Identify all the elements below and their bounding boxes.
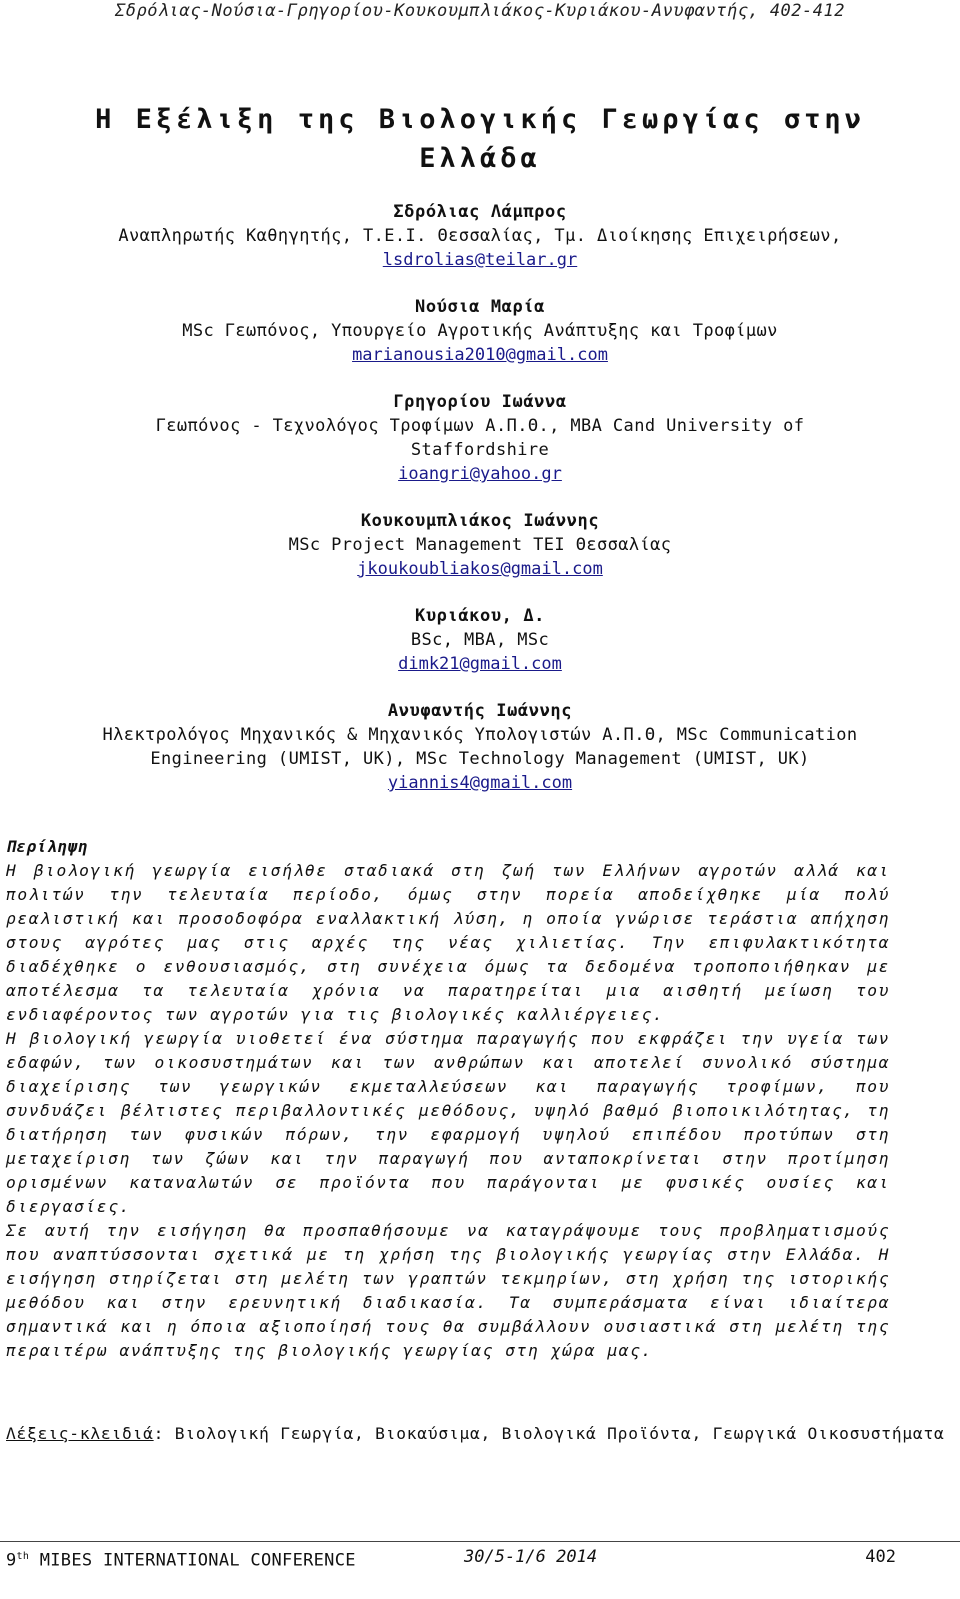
footer-divider	[0, 1541, 960, 1542]
keywords-label: Λέξεις-κλειδιά	[6, 1424, 154, 1443]
author-name: Κουκουμπλιάκος Ιωάννης	[360, 511, 600, 531]
abstract-paragraph: Η βιολογική γεωργία υιοθετεί ένα σύστημα παραγωγής που εκφράζει την υγεία των εδαφών, των οικοσυστημάτων και των ανθρώπων και αποτελεί συνολικό σύστημα διαχείρισης των γεωργικών εκμεταλλεύσεων και παραγωγής τροφίμων, που συνδυάζει βέλτιστες περιβαλλοντικές μεθόδους, υψηλό βαθμό βιοποικιλότητας, τη διατήρηση των φυσικών πόρων, την εφαρμογή υψηλού επιπέδου προτύπων στη μεταχείριση των ζώων και την παραγωγή που ανταποκρίνεται στην προτίμηση ορισμένων καταναλωτών σε προϊόντα που παράγονται με φυσικές ουσίες και διεργασίες.	[6, 1029, 890, 1216]
author-email-link[interactable]: ioangri@yahoo.gr	[398, 464, 562, 484]
author-name: Ανυφαντής Ιωάννης	[387, 701, 573, 721]
author-block	[20, 390, 940, 486]
abstract-section	[6, 835, 890, 1363]
author-email-link[interactable]: dimk21@gmail.com	[398, 654, 562, 674]
footer-conference-number: 9	[6, 1550, 17, 1571]
footer-conference-ordinal: th	[16, 1551, 30, 1562]
author-affiliation: MSc Γεωπόνος, Υπουργείο Αγροτικής Ανάπτυξης και Τροφίμων	[182, 321, 778, 341]
author-name: Νούσια Μαρία	[414, 297, 546, 317]
author-affiliation: Ηλεκτρολόγος Μηχανικός & Μηχανικός Υπολογιστών Α.Π.Θ, MSc Communication Engineering (UMIST, UK), MSc Technology Management (UMIST, UK)	[102, 725, 858, 769]
author-block	[20, 509, 940, 581]
running-header: Σδρόλιας-Νούσια-Γρηγορίου-Κουκουμπλιάκος-Κυριάκου-Ανυφαντής, 402-412	[115, 1, 845, 21]
footer-page-number: 402	[865, 1547, 896, 1567]
author-block	[20, 604, 940, 676]
author-name: Σδρόλιας Λάμπρος	[393, 202, 567, 222]
author-name: Γρηγορίου Ιωάννα	[393, 392, 567, 412]
abstract-heading: Περίληψη	[6, 837, 88, 856]
author-list	[20, 200, 940, 818]
author-block	[20, 295, 940, 367]
paper-title: Η Εξέλιξη της Βιολογικής Γεωργίας στην Ελλάδα	[95, 104, 865, 174]
abstract-paragraph: Σε αυτή την εισήγηση θα προσπαθήσουμε να καταγράψουμε τους προβληματισμούς που αναπτύσσονται σχετικά με τη χρήση της βιολογικής γεωργίας στην Ελλάδα. Η εισήγηση στηρίζεται στη μελέτη των γραπτών τεκμηρίων, στη χρήση της ιστορικής μεθόδου και στην ερευνητική διαδικασία. Τα συμπεράσματα είναι ιδιαίτερα σημαντικά και η όποια αξιοποίησή τους θα συμβάλλουν ουσιαστικά στη μελέτη της περαιτέρω ανάπτυξης της βιολογικής γεωργίας στη χώρα μας.	[6, 1221, 890, 1360]
author-block	[20, 699, 940, 795]
author-affiliation: Αναπληρωτής Καθηγητής, Τ.Ε.Ι. Θεσσαλίας, Τμ. Διοίκησης Επιχειρήσεων,	[118, 226, 842, 246]
author-email-link[interactable]: marianousia2010@gmail.com	[352, 345, 608, 365]
author-name: Κυριάκου, Δ.	[414, 606, 546, 626]
author-affiliation: BSc, MBA, MSc	[410, 630, 550, 650]
keywords-separator: :	[153, 1424, 165, 1443]
author-email-link[interactable]: yiannis4@gmail.com	[387, 773, 573, 793]
author-block	[20, 200, 940, 272]
author-email-link[interactable]: jkoukoubliakos@gmail.com	[357, 559, 603, 579]
keywords-line	[6, 1422, 951, 1446]
footer-conference	[6, 1546, 356, 1572]
author-email-link[interactable]: lsdrolias@teilar.gr	[382, 250, 578, 270]
keywords-text: Βιολογική Γεωργία, Βιοκαύσιμα, Βιολογικά Προϊόντα, Γεωργικά Οικοσυστήματα	[164, 1424, 945, 1443]
abstract-paragraph: Η βιολογική γεωργία εισήλθε σταδιακά στη ζωή των Ελλήνων αγροτών αλλά και πολιτών την τελευταία περίοδο, όμως στην πορεία αποδείχθηκε μία πολύ ρεαλιστική και προσοδοφόρα εναλλακτική λύση, η οποία γνώρισε τεράστια απήχηση στους αγρότες μας στις αρχές της νέας χιλιετίας. Την επιφυλακτικότητα διαδέχθηκε ο ενθουσιασμός, στη συνέχεια όμως τα δεδομένα τροποποιήθηκαν με αποτέλεσμα τα τελευταία χρόνια να παρατηρείται μια αισθητή μείωση του ενδιαφέροντος των αγροτών για τις βιολογικές καλλιέργειες.	[6, 861, 890, 1024]
footer-dates: 30/5-1/6 2014	[464, 1547, 598, 1567]
author-affiliation: Γεωπόνος - Τεχνολόγος Τροφίμων Α.Π.Θ., MBA Cand University of Staffordshire	[155, 416, 805, 460]
footer-conference-name: MIBES INTERNATIONAL CONFERENCE	[29, 1550, 356, 1571]
author-affiliation: MSc Project Management ΤΕΙ Θεσσαλίας	[288, 535, 672, 555]
